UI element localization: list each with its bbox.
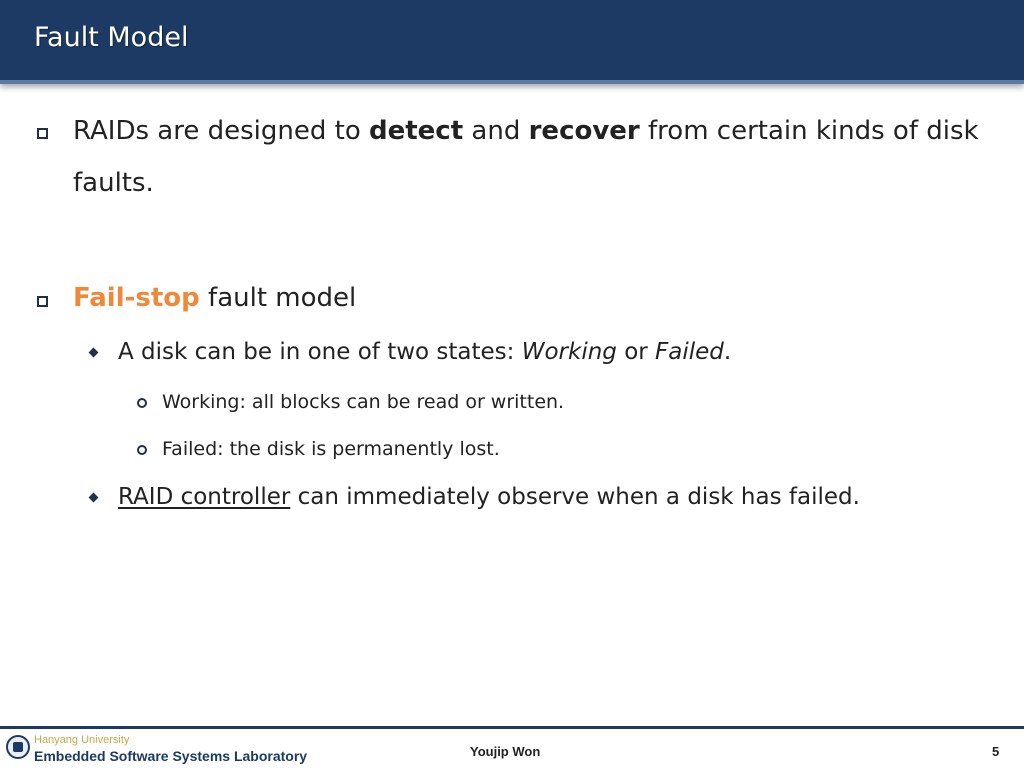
lab-name: Embedded Software Systems Laboratory [34,748,308,764]
bullet-2-heading: Fail-stop fault model [73,283,357,313]
recover-term: recover [528,116,640,146]
failed-term: Failed [655,339,724,365]
sub-bullet-controller: RAID controller can immediately observe when a disk has failed. [118,484,860,510]
fail-stop-term: Fail-stop [73,283,200,313]
ring-bullet-icon [137,445,147,455]
bullet-1-line-1: RAIDs are designed to detect and recover from certain kinds of disk [73,116,979,146]
sub-bullet-states: A disk can be in one of two states: Working or Failed. [118,339,732,365]
logo-emblem [13,742,23,752]
diamond-bullet-icon [89,493,99,503]
slide-title: Fault Model [34,22,189,53]
square-bullet-icon [37,128,48,139]
author-name: Youjip Won [470,744,541,759]
working-term: Working [521,339,617,365]
bullet-1-line-2: faults. [73,168,154,198]
raid-controller-link[interactable]: RAID controller [118,484,291,510]
page-number: 5 [992,744,1000,759]
detect-term: detect [369,116,464,146]
diamond-bullet-icon [89,348,99,358]
title-bar [0,0,1024,84]
square-bullet-icon [37,296,48,307]
university-name: Hanyang University [34,734,130,746]
state-failed: Failed: the disk is permanently lost. [162,438,500,460]
state-working: Working: all blocks can be read or written. [162,391,565,413]
university-logo-icon [6,735,30,759]
ring-bullet-icon [137,398,147,408]
